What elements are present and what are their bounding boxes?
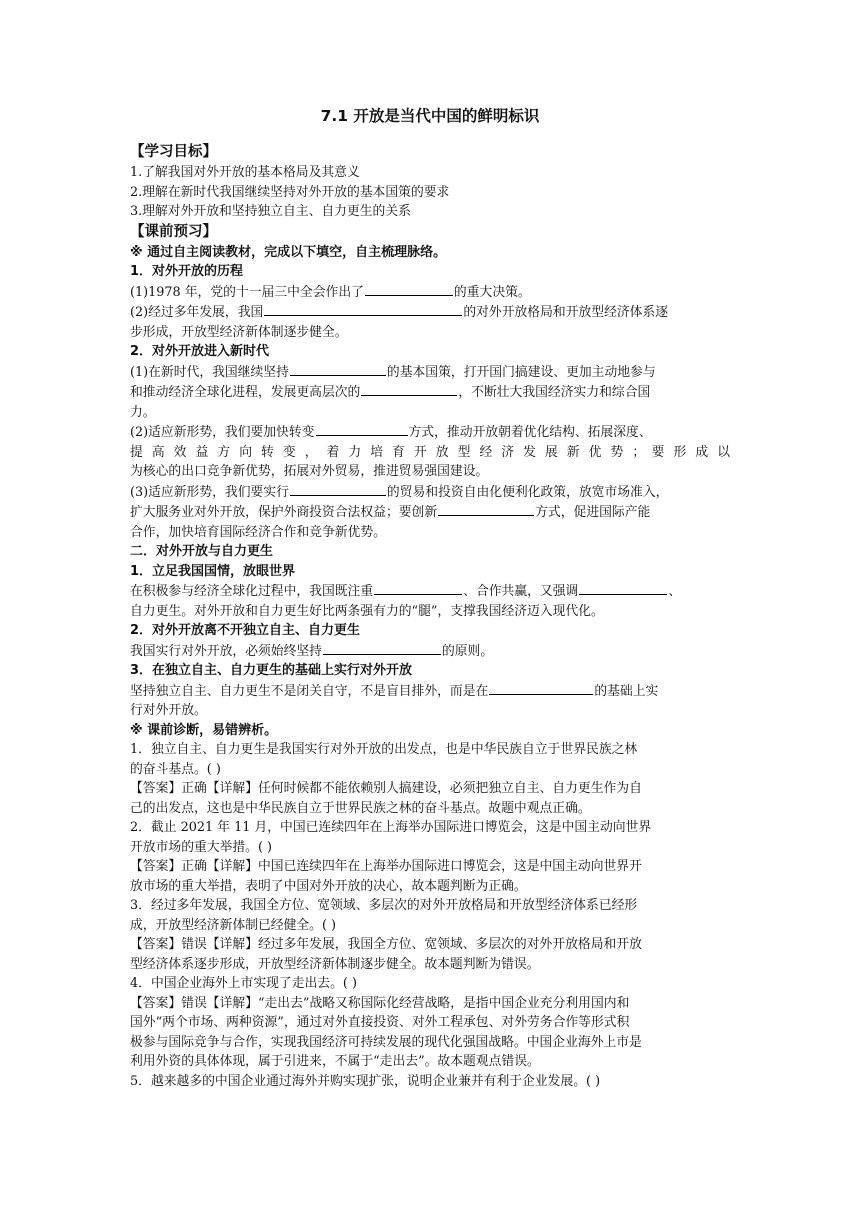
fill-blank[interactable] — [290, 482, 386, 496]
question: 5．越来越多的中国企业通过海外并购实现扩张，说明企业兼并有利于企业发展。( ) — [130, 1073, 601, 1089]
section-title: 2．对外开放离不开独立自主、自力更生 — [130, 623, 361, 638]
text-run: 在积极参与经济全球化过程中，我国既注重 — [130, 584, 374, 599]
answer — [130, 779, 730, 818]
question — [130, 740, 730, 779]
text-run: 的原则。 — [441, 643, 494, 659]
text-run: 极参与国际竞争与合作，实现我国经济可持续发展的现代化强国战略。中国企业海外上市是 — [130, 1034, 642, 1050]
text-run: 方式，推动开放朝着优化结构、拓展深度、 — [408, 425, 652, 440]
text-run: 【答案】正确【详解】任何时候都不能依赖别人搞建设，必须把独立自主、自力更生作为自 — [130, 781, 642, 796]
text-run: 2．截止 2021 年 11 月，中国已连续四年在上海举办国际进口博览会，这是中国主动向世界 — [130, 820, 652, 835]
text-run: 坚持独立自主、自力更生不是闭关自守，不是盲目排外，而是在 — [130, 683, 489, 699]
fill-blank[interactable] — [365, 282, 453, 296]
fill-blank[interactable] — [323, 641, 441, 655]
fill-blank[interactable] — [438, 502, 534, 516]
text-run: 型经济体系逐步形成，开放型经济新体制逐步健全。故本题判断为错误。 — [130, 956, 540, 972]
text-run: 1．独立自主、自力更生是我国实行对外开放的出发点，也是中华民族自立于世界民族之林 — [130, 742, 638, 757]
text-run: 国外“两个市场、两种资源”，通过对外直接投资、对外工程承包、对外劳务合作等形式积 — [130, 1015, 630, 1030]
answer — [130, 857, 730, 896]
fill-paragraph — [130, 282, 730, 303]
document-page — [130, 104, 730, 1091]
text-run: 力。 — [130, 404, 156, 420]
goal-item: 1.了解我国对外开放的基本格局及其意义 — [130, 165, 360, 180]
section-title: 1．对外开放的历程 — [130, 264, 244, 279]
section-title: 3．在独立自主、自力更生的基础上实行对外开放 — [130, 663, 413, 678]
text-run: 扩大服务业对外开放，保护外商投资合法权益；要创新 — [130, 505, 438, 520]
text-run: 的基本国策，打开国门搞建设、更加主动地参与 — [386, 364, 656, 380]
text-run: (1)1978 年，党的十一届三中全会作出了 — [130, 284, 364, 300]
fill-paragraph — [130, 302, 730, 342]
fill-blank[interactable] — [489, 681, 593, 695]
text-run: 【答案】正确【详解】中国已连续四年在上海举办国际进口博览会，这是中国主动向世界开 — [130, 859, 642, 874]
text-run: (3)适应新形势，我们要实行 — [130, 484, 289, 500]
text-run: ，不断壮大我国经济实力和综合国 — [458, 385, 651, 400]
fill-paragraph — [130, 641, 730, 662]
text-run: 合作，加快培育国际经济合作和竞争新优势。 — [130, 524, 386, 540]
preview-heading: 【课前预习】 — [130, 223, 217, 240]
text-run: 【答案】错误【详解】“走出去”战略又称国际化经营战略，是指中国企业充分利用国内和 — [130, 995, 630, 1011]
text-run: 【答案】错误【详解】经过多年发展，我国全方位、宽领域、多层次的对外开放格局和开放 — [130, 937, 642, 952]
text-run: (1)在新时代，我国继续坚持 — [130, 364, 289, 380]
text-run: 的贸易和投资自由化便利化政策，放宽市场准入， — [386, 484, 669, 500]
goal-item: 2.理解在新时代我国继续坚持对外开放的基本国策的要求 — [130, 184, 450, 200]
fill-blank[interactable] — [264, 302, 462, 316]
fill-paragraph — [130, 681, 730, 721]
text-run: 开放市场的重大举措。( ) — [130, 839, 273, 855]
text-run: (2)适应新形势，我们要加快转变 — [130, 425, 315, 440]
text-run: 自力更生。对外开放和自力更生好比两条强有力的“腿”，支撑我国经济迈入现代化。 — [130, 603, 604, 619]
text-run: 和推动经济全球化进程，发展更高层次的 — [130, 385, 361, 400]
text-run: 的奋斗基点。( ) — [130, 761, 221, 777]
fill-paragraph — [130, 482, 730, 543]
text-run: 行对外开放。 — [130, 703, 207, 718]
fill-paragraph: 为核心的出口竞争新优势，拓展对外贸易，推进贸易强国建设。 — [130, 464, 489, 479]
question: 4．中国企业海外上市实现了走出去。( ) — [130, 976, 357, 991]
text-run: 的重大决策。 — [453, 284, 531, 300]
fill-blank[interactable] — [290, 362, 386, 376]
section-title: 2．对外开放进入新时代 — [130, 344, 270, 359]
text-run: 、合作共赢，又强调 — [463, 584, 579, 599]
answer — [130, 994, 730, 1072]
text-run: 己的出发点，这也是中华民族自立于世界民族之林的奋斗基点。故题中观点正确。 — [130, 800, 591, 816]
fill-paragraph — [130, 362, 730, 423]
preview-instruction: ※ 通过自主阅读教材，完成以下填空，自主梳理脉络。 — [130, 244, 447, 260]
page-title: 7.1 开放是当代中国的鲜明标识 — [320, 107, 540, 125]
text-run: 3．经过多年发展，我国全方位、宽领域、多层次的对外开放格局和开放型经济体系已经形 — [130, 898, 638, 913]
text-run: 步形成，开放型经济新体制逐步健全。 — [130, 324, 348, 340]
question — [130, 896, 730, 935]
diagnosis-instruction: ※ 课前诊断，易错辨析。 — [130, 722, 278, 738]
text-run: 的对外开放格局和开放型经济体系逐 — [463, 305, 669, 320]
text-run: 利用外资的具体体现，属于引进来，不属于“走出去”。故本题观点错误。 — [130, 1054, 540, 1069]
part-title: 二．对外开放与自力更生 — [130, 544, 274, 559]
answer — [130, 935, 730, 974]
goal-item: 3.理解对外开放和坚持独立自主、自力更生的关系 — [130, 204, 411, 219]
text-run: 的基础上实 — [594, 683, 659, 699]
section-title: 1．立足我国国情，放眼世界 — [130, 563, 296, 579]
fill-paragraph — [130, 581, 730, 621]
text-run: (2)经过多年发展，我国 — [130, 305, 264, 320]
fill-blank[interactable] — [374, 581, 462, 595]
spread-line: 提 高 效 益 方 向 转 变 ， 着 力 培 育 开 放 型 经 济 发 展 新 优 势 ； 要 形 成 以 — [130, 444, 730, 460]
question — [130, 818, 730, 857]
text-run: 我国实行对外开放，必须始终坚持 — [130, 643, 322, 659]
fill-blank[interactable] — [579, 581, 667, 595]
text-run: 方式，促进国际产能 — [535, 505, 651, 520]
goals-heading: 【学习目标】 — [130, 144, 217, 160]
text-run: 放市场的重大举措，表明了中国对外开放的决心，故本题判断为正确。 — [130, 878, 527, 894]
fill-paragraph — [130, 422, 730, 443]
fill-blank[interactable] — [361, 382, 457, 396]
fill-blank[interactable] — [316, 422, 408, 436]
text-run: 成，开放型经济新体制已经健全。( ) — [130, 917, 337, 933]
text-run: 、 — [668, 584, 682, 599]
